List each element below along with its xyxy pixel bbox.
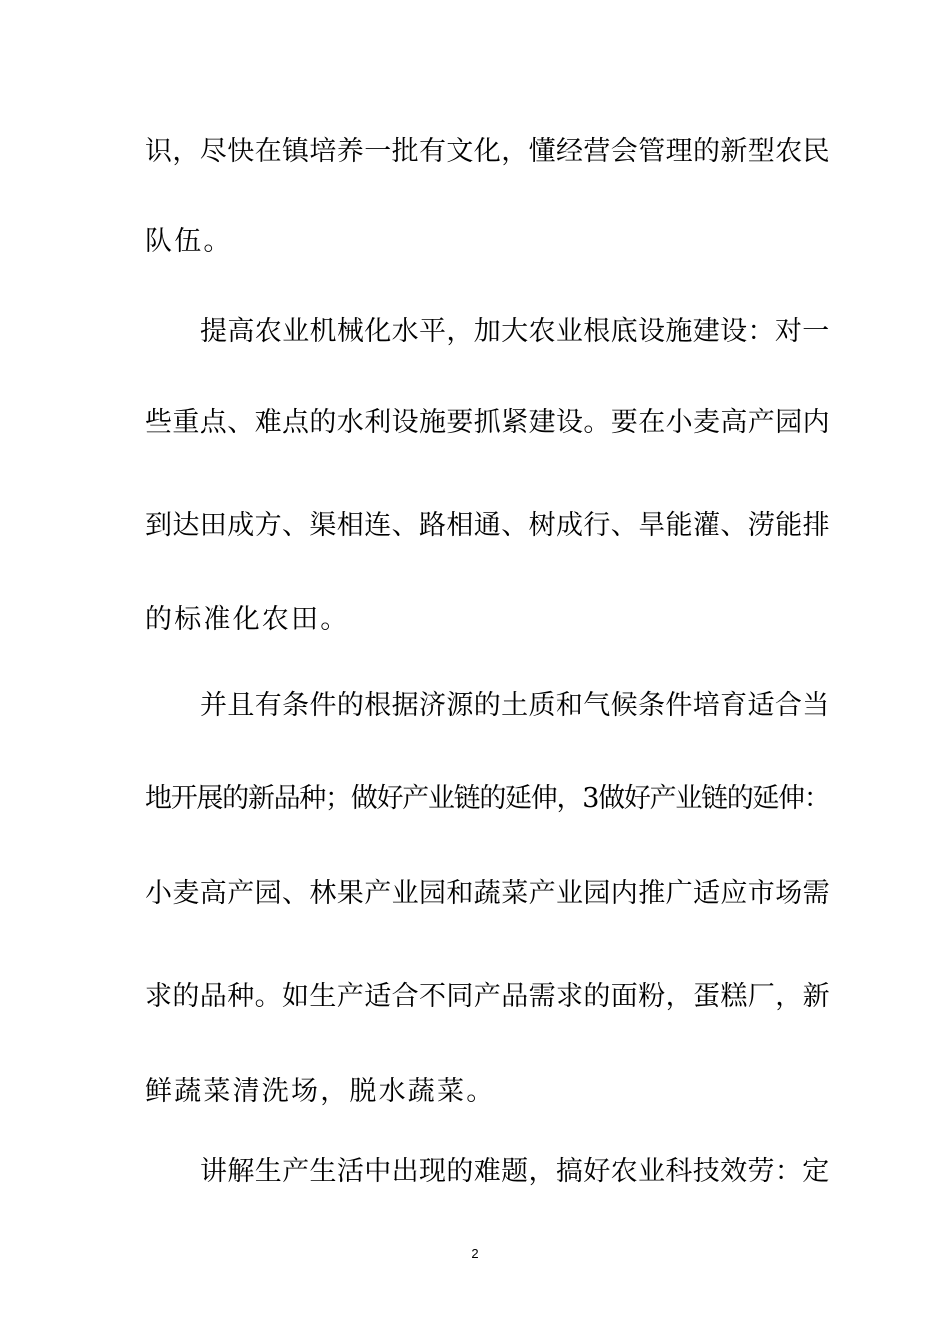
paragraph-line: 的标准化农田。 [145, 604, 350, 635]
paragraph-line: 小麦高产园、林果产业园和蔬菜产业园内推广适应市场需 [145, 878, 830, 909]
paragraph-line: 到达田成方、渠相连、路相通、树成行、旱能灌、涝能排 [145, 510, 830, 541]
paragraph-line: 并且有条件的根据济源的土质和气候条件培育适合当 [200, 690, 830, 721]
paragraph-line: 识，尽快在镇培养一批有文化，懂经营会管理的新型农民 [145, 136, 830, 167]
paragraph-line: 些重点、难点的水利设施要抓紧建设。要在小麦高产园内 [145, 407, 830, 438]
page-number: 2 [471, 1246, 479, 1261]
paragraph-line: 队伍。 [145, 226, 233, 257]
paragraph-line: 提高农业机械化水平，加大农业根底设施建设：对一 [200, 316, 830, 347]
paragraph-line: 地开展的新品种；做好产业链的延伸，3做好产业链的延伸： [145, 783, 830, 814]
paragraph-line: 鲜蔬菜清洗场，脱水蔬菜。 [145, 1076, 496, 1107]
paragraph-line: 讲解生产生活中出现的难题，搞好农业科技效劳：定 [200, 1156, 830, 1187]
paragraph-line: 求的品种。如生产适合不同产品需求的面粉，蛋糕厂，新 [145, 981, 830, 1012]
